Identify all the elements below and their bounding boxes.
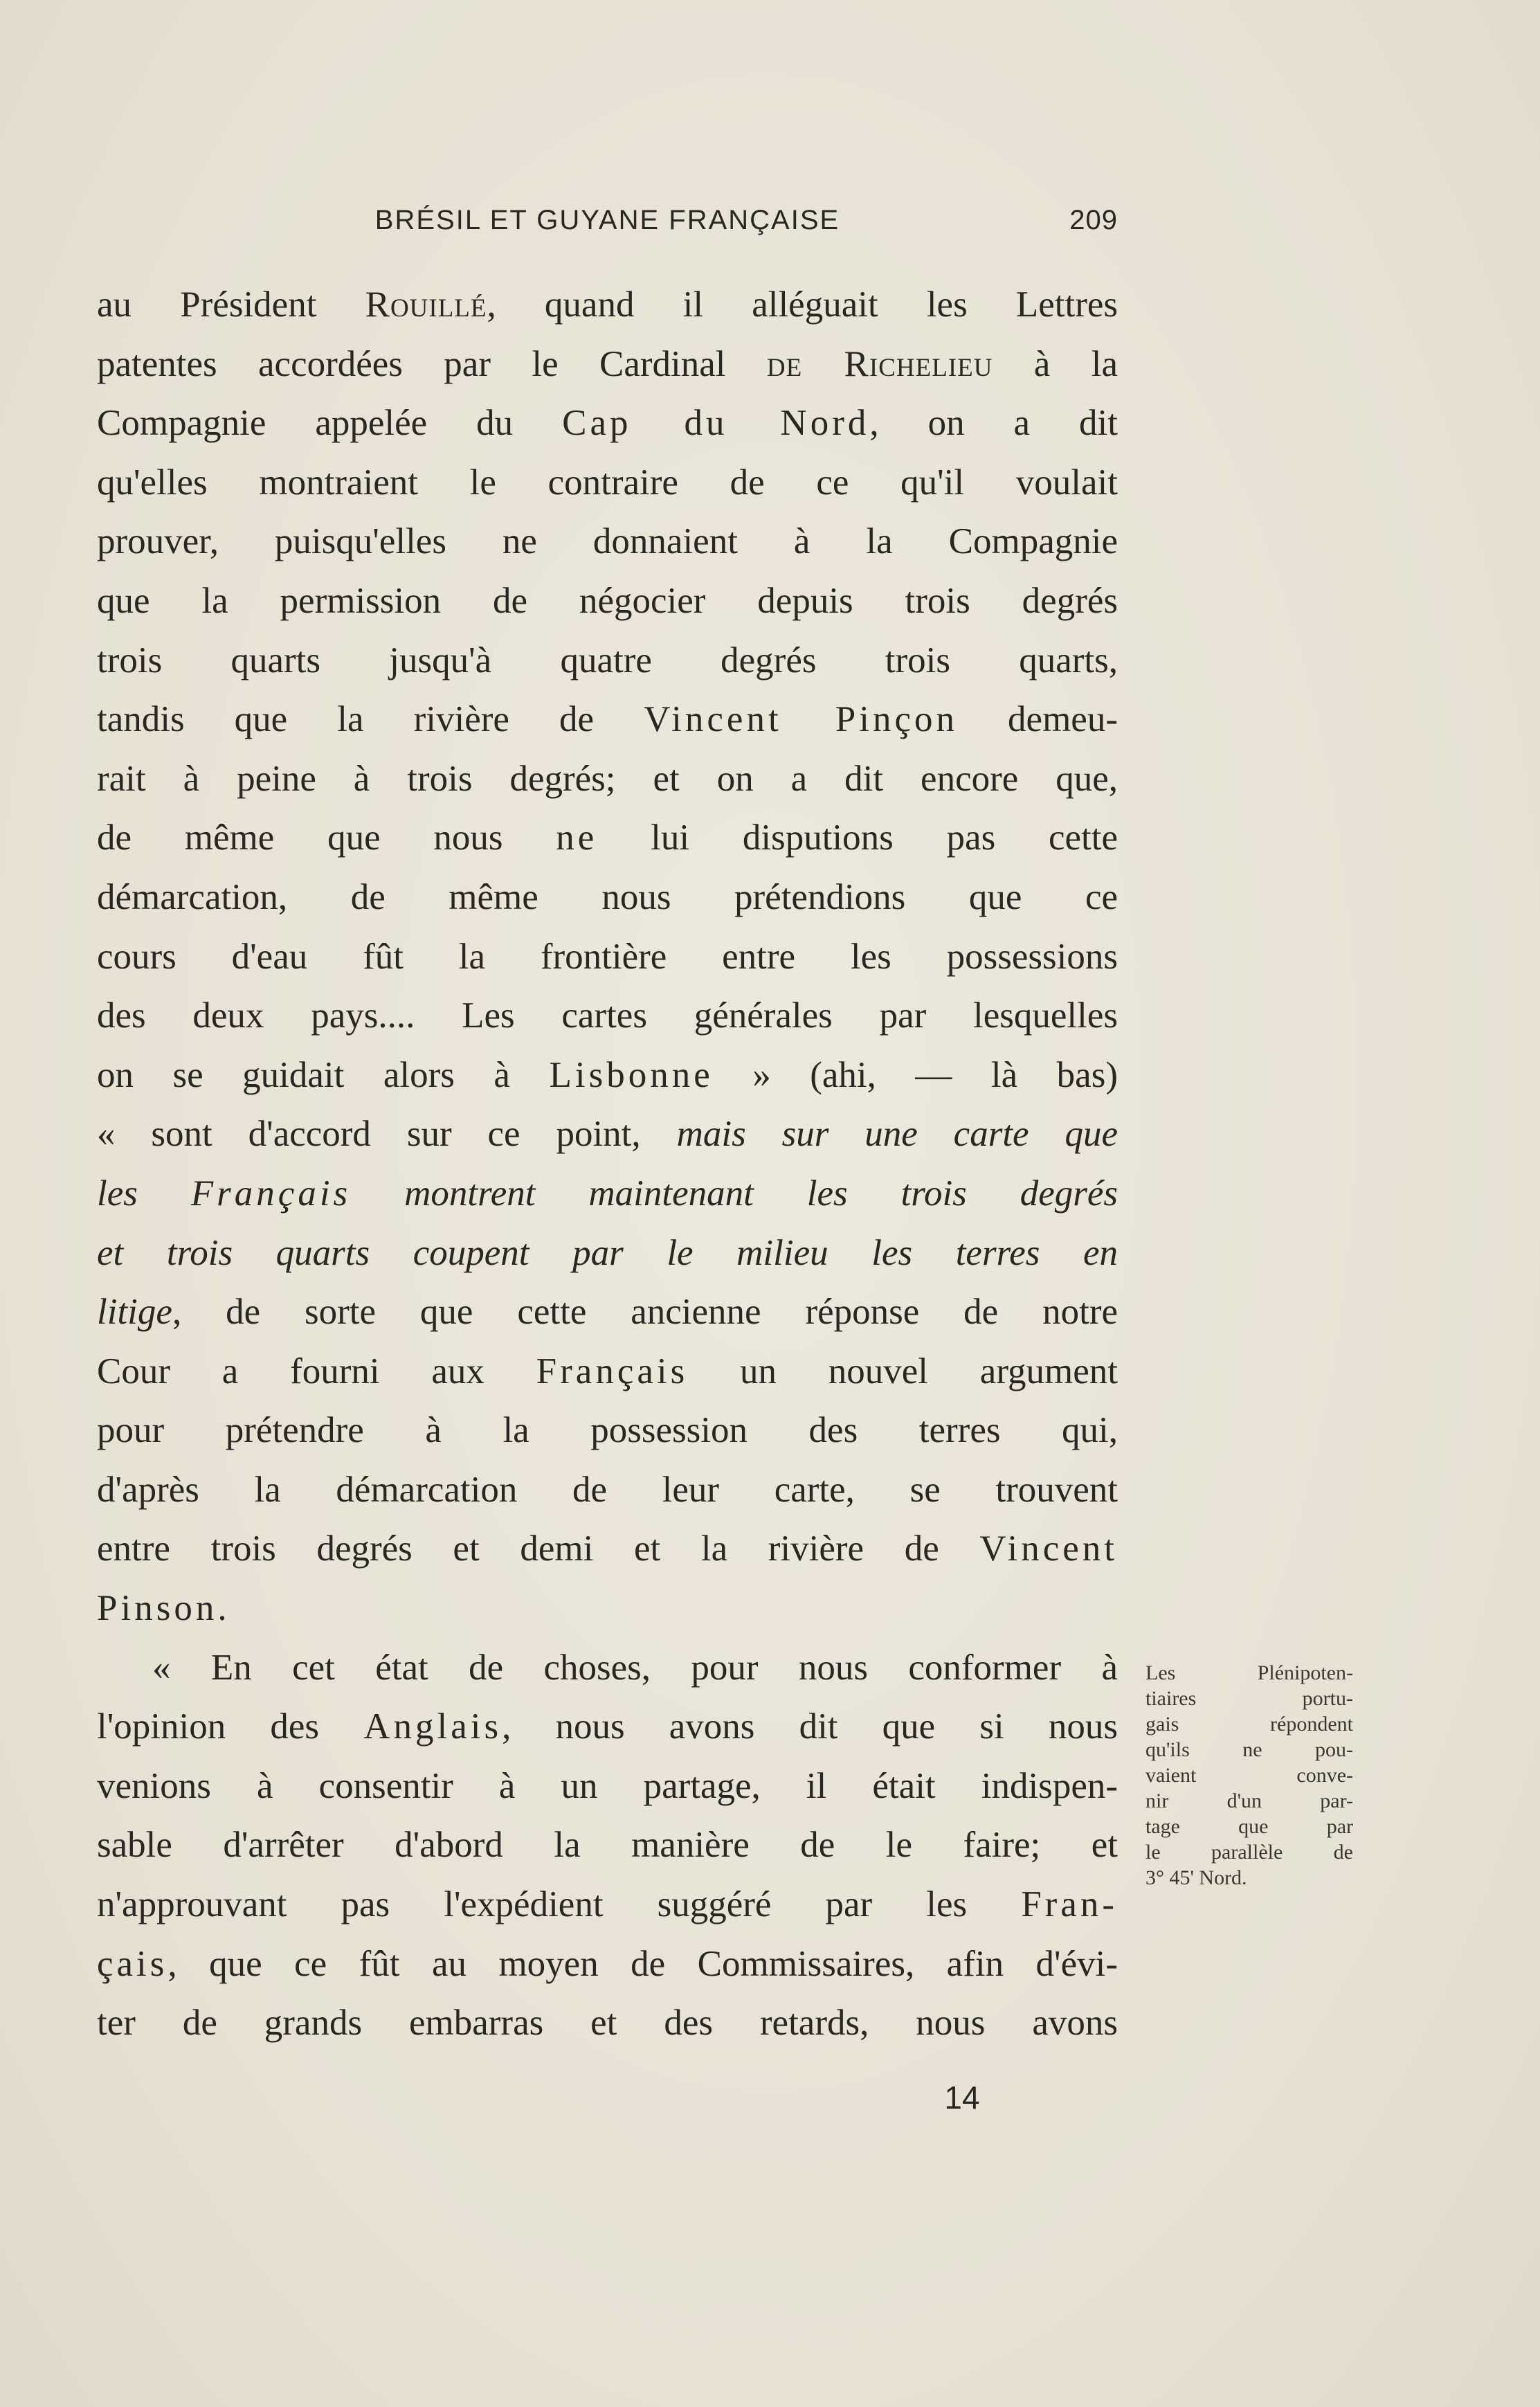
text-run: entre trois degrés et demi et la rivière de — [97, 1529, 980, 1569]
signature-mark: 14 — [944, 2080, 980, 2116]
text-line — [97, 1342, 1118, 1402]
margin-note-line: nir d'un par- — [1145, 1790, 1353, 1812]
text-line — [97, 1224, 1118, 1283]
text-line — [97, 868, 1118, 928]
text-run: Pinson. — [97, 1588, 230, 1629]
text-run: lui disputions pas cette — [597, 818, 1118, 858]
text-line — [97, 335, 1118, 395]
text-line — [97, 809, 1118, 868]
text-line — [97, 1520, 1118, 1579]
text-run: Français — [536, 1351, 689, 1391]
text-run: au Président — [97, 285, 365, 325]
text-line — [97, 928, 1118, 987]
text-run: Vincent Pinçon — [644, 699, 958, 740]
text-line — [97, 394, 1118, 453]
text-line — [97, 572, 1118, 631]
text-run: des deux pays.... Les cartes générales par lesquelles — [97, 995, 1118, 1036]
text-run: montrent maintenant les trois degrés — [351, 1173, 1118, 1214]
text-run: tandis que la rivière de — [97, 699, 644, 740]
text-run: rait à peine à trois degrés; et on a dit encore que, — [97, 758, 1118, 799]
running-title: BRÉSIL ET GUYANE FRANÇAISE — [374, 205, 840, 235]
text-run: pour prétendre à la possession des terres qui, — [97, 1410, 1118, 1451]
text-run: » (ahi, — là bas) — [713, 1054, 1118, 1095]
text-run: , de sorte que cette ancienne réponse de notre — [172, 1292, 1118, 1333]
text-line — [97, 986, 1118, 1046]
text-run: , nous avons dit que si nous — [502, 1706, 1118, 1747]
text-run: que la permission de négocier depuis trois degrés — [97, 580, 1118, 621]
text-line — [97, 1283, 1118, 1342]
margin-note-line: tiaires portu- — [1145, 1687, 1353, 1710]
text-run: Cap du Nord — [562, 403, 870, 444]
text-run: Cour a fourni aux — [97, 1351, 536, 1391]
text-run: n'approuvant pas l'expédient suggéré par les — [97, 1884, 1022, 1925]
text-line — [97, 1401, 1118, 1461]
margin-note-line: 3° 45' Nord. — [1145, 1866, 1247, 1889]
text-run: trois quarts jusqu'à quatre degrés trois quarts, — [97, 640, 1118, 680]
text-run: , que ce fût au moyen de Commissaires, afin d'évi- — [167, 1943, 1118, 1984]
text-line — [97, 1875, 1118, 1935]
text-run: « En cet état de choses, pour nous conformer à — [152, 1647, 1118, 1688]
text-run: qu'elles montraient le contraire de ce qu'il voulait — [97, 462, 1118, 503]
text-run: çais — [97, 1943, 168, 1984]
text-run: l'opinion des — [97, 1706, 364, 1747]
margin-note-line: tage que par — [1145, 1815, 1353, 1838]
text-run: à la — [993, 343, 1118, 384]
text-line — [97, 631, 1118, 691]
text-run: ter de grands embarras et des retards, nous avons — [97, 2003, 1118, 2044]
text-run: ne — [556, 818, 598, 858]
text-run: Vincent — [979, 1529, 1118, 1569]
text-line — [97, 276, 1118, 335]
text-run: Anglais — [363, 1706, 502, 1747]
text-line — [97, 1046, 1118, 1106]
margin-note — [1145, 1660, 1353, 1891]
text-run: demeu- — [957, 699, 1118, 740]
text-run: démarcation, de même nous prétendions que ce — [97, 876, 1118, 917]
text-line — [97, 690, 1118, 750]
text-line — [97, 1697, 1118, 1757]
text-line — [97, 1994, 1118, 2053]
text-line — [97, 1757, 1118, 1816]
text-line — [97, 1639, 1118, 1698]
margin-note-line: le parallèle de — [1145, 1841, 1353, 1864]
text-run: Français — [190, 1173, 352, 1214]
text-run: Compagnie appelée du — [97, 403, 563, 444]
text-run: cours d'eau fût la frontière entre les possessions — [97, 936, 1118, 977]
text-run: sable d'arrêter d'abord la manière de le faire; et — [97, 1825, 1118, 1866]
text-line — [97, 750, 1118, 809]
text-run: d'après la démarcation de leur carte, se trouvent — [97, 1469, 1118, 1510]
text-line — [97, 453, 1118, 513]
text-line — [97, 1461, 1118, 1520]
text-line — [97, 1579, 1118, 1639]
text-line — [97, 1816, 1118, 1875]
text-run: prouver, puisqu'elles ne donnaient à la Compagnie — [97, 521, 1118, 562]
text-run: de Richelieu — [766, 343, 993, 384]
text-run: venions à consentir à un partage, il était indispen- — [97, 1765, 1118, 1806]
text-run: de même que nous — [97, 818, 556, 858]
text-line — [97, 1105, 1118, 1164]
text-line — [97, 1935, 1118, 1994]
text-run: litige — [97, 1292, 172, 1333]
page-header — [97, 205, 1118, 246]
margin-note-line: vaient conve- — [1145, 1764, 1353, 1787]
margin-note-line: Les Plénipoten- — [1145, 1661, 1353, 1684]
text-run: Lisbonne — [549, 1054, 714, 1095]
margin-note-line: qu'ils ne pou- — [1145, 1738, 1353, 1761]
margin-note-line: gais répondent — [1145, 1713, 1353, 1736]
text-run: mais sur une carte que — [676, 1114, 1118, 1155]
text-run: Rouillé — [365, 285, 487, 325]
text-run: un nouvel argument — [688, 1351, 1118, 1391]
text-run: et trois quarts coupent par le milieu les terres en — [97, 1232, 1118, 1273]
body-text — [97, 276, 1118, 2053]
text-run: , quand il alléguait les Lettres — [487, 285, 1118, 325]
text-run: « sont d'accord sur ce point, — [97, 1114, 677, 1155]
text-run: patentes accordées par le Cardinal — [97, 343, 767, 384]
text-line — [97, 512, 1118, 572]
page-number: 209 — [1069, 205, 1118, 235]
text-line — [97, 1164, 1118, 1224]
text-run: les — [97, 1173, 191, 1214]
text-run: , on a dit — [869, 403, 1118, 444]
text-run: Fran- — [1021, 1884, 1118, 1925]
text-run: on se guidait alors à — [97, 1054, 550, 1095]
